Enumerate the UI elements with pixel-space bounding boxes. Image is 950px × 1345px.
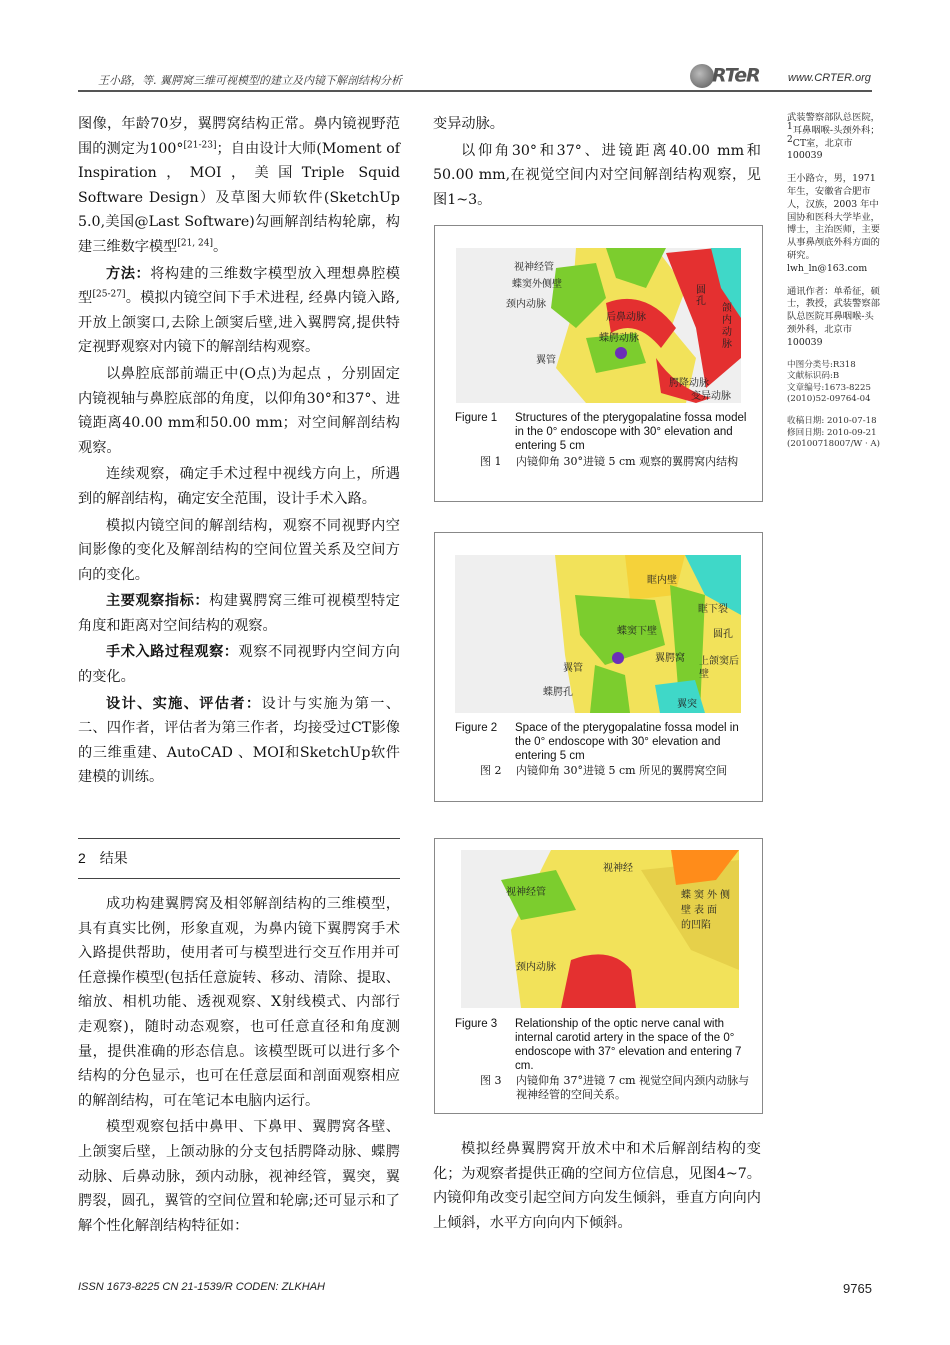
page-header <box>78 62 872 92</box>
paragraph-model-observation: 模型观察包括中鼻甲、下鼻甲、翼腭窝各壁、上颌窦后壁，上颌动脉的分支包括腭降动脉、蝶腭动脉、后鼻动脉，颈内动脉，视神经管，翼突，翼腭裂，圆孔，翼管的空间位置和轮廓;还可显示和了解个性化解剖结构特征如： <box>78 1119 400 1234</box>
figure-1: 视神经管 蝶窦外侧壁 颈内动脉 后鼻动脉 蝶腭动脉 翼管 圆孔 颌内动脉 腭降动脉 变异动脉 Figure 1 Structures of the pterygopalatine fossa model in the 0° endoscope with 30° elevation and entering 5 cm 图 1 内镜仰角 30°进镜 5 cm 观察的翼腭窝内结构 <box>434 225 763 502</box>
fig1-label-foramen-rotundum: 圆孔 <box>696 285 706 307</box>
figure-3-image <box>461 850 739 1008</box>
crter-logo: RTeR <box>690 64 760 88</box>
paragraph-variant-artery: 变异动脉。 <box>433 116 504 132</box>
fig3-label-optic-canal: 视神经管 <box>506 887 546 898</box>
fig1-label-sphenoid-lateral: 蝶窦外侧壁 <box>512 279 562 290</box>
page-number: 9765 <box>843 1281 872 1296</box>
fig1-label-pterygoid-canal: 翼管 <box>536 355 556 366</box>
fig1-label-maxillary-artery: 颌内动脉 <box>722 303 732 350</box>
fig2-label-sphenoid-floor: 蝶窦下壁 <box>617 626 657 637</box>
affiliation: 武装警察部队总医院，1耳鼻咽喉-头颈外科；2CT室，北京市 100039 <box>787 112 880 162</box>
fig3-label-depression: 的凹陷 <box>681 920 711 931</box>
column-right-bottom <box>433 1137 761 1237</box>
paragraph-intro: 图像，年龄70岁，翼腭窝结构正常。鼻内镜视野范围的测定为100°[21-23]；自由设计大师(Moment of Inspiration，MOI，美国Triple Squid Software Design）及草图大师软件(SketchUp 5.0,美国@Last Software)勾画解剖结构轮廓，构建三维数字模型[21, 24]。 <box>78 116 400 255</box>
figure-1-image <box>456 248 741 403</box>
paragraph-continuous: 连续观察，确定手术过程中视线方向上，所遇到的解剖结构，确定安全范围，设计手术入路。 <box>78 466 400 507</box>
fig2-label-maxillary-posterior: 上颌窦后壁 <box>699 656 739 680</box>
fig1-label-descending-palatine: 腭降动脉 <box>669 378 709 389</box>
paragraph-evaluators: 设计、实施、评估者：设计与实施为第一、二、四作者，评估者为第三作者，均接受过CT影像的三维重建、AutoCAD 、MOI和SketchUp软件建模的训练。 <box>78 695 400 786</box>
fig2-label-sphenopalatine-foramen: 蝶腭孔 <box>543 687 573 698</box>
classification: 中图分类号:R318 文献标识码:B 文章编号:1673-8225 (2010)52-09764-04 <box>787 359 871 405</box>
section-rule-top <box>78 838 400 839</box>
figure-2: 眶内壁 眶下裂 蝶窦下壁 圆孔 翼腭窝 翼管 上颌窦后壁 蝶腭孔 翼突 Figure 2 Space of the pterygopalatine fossa model in the 0° endoscope with 30° elevation and entering 5 cm 图 2 内镜仰角 30°进镜 5 cm 所见的翼腭窝空间 <box>434 532 763 802</box>
author-bio: 王小路☆，男，1971 年生，安徽省合肥市人，汉族，2003 年中国协和医科大学毕业，博士，主治医师，主要从事鼻颅底外科方面的研究。 lwh_ln@163.com <box>787 173 880 274</box>
dates: 收稿日期: 2010-07-18 修回日期: 2010-09-21 (20100718007/W · A) <box>787 415 880 450</box>
paragraph-angles: 以仰角30°和37°、进镜距离40.00 mm和50.00 mm,在视觉空间内对空间解剖结构观察，见图1~3。 <box>433 142 761 208</box>
section-heading: 2 结果 <box>78 850 128 866</box>
column-left <box>78 112 400 792</box>
paragraph-indicators: 主要观察指标：构建翼腭窝三维可视模型特定角度和距离对空间结构的观察。 <box>78 593 400 634</box>
paragraph-results: 成功构建翼腭窝及相邻解剖结构的三维模型，具有真实比例，形象直观，为鼻内镜下翼腭窝手术入路提供帮助，使用者可与模型进行交互作用并可任意操作模型(包括任意旋转、移动、清除、提取、缩放、相机功能、透视观察、X射线模式、内部行走观察)，随时动态观察，也可任意直径和角度测量，提供准确的形态信息。该模型既可以进行多个结构的分色显示，也可在任意层面和剖面观察相应的解剖结构，可在笔记本电脑内运行。 <box>78 896 400 1109</box>
fig1-label-optic-canal: 视神经管 <box>514 262 554 273</box>
author-email[interactable]: lwh_ln@163.com <box>787 262 868 274</box>
fig2-label-foramen-rotundum: 圆孔 <box>713 629 733 640</box>
fig3-label-sphenoid-lateral: 蝶窦外侧 <box>681 890 733 901</box>
fig2-label-pterygoid-process: 翼突 <box>677 699 697 710</box>
fig2-label-ppf: 翼腭窝 <box>655 653 685 664</box>
fig1-label-post-nasal: 后鼻动脉 <box>606 312 646 323</box>
running-title: 王小路，等. 翼腭窝三维可视模型的建立及内镜下解剖结构分析 <box>98 74 402 87</box>
fig3-label-optic-nerve: 视神经 <box>603 863 633 874</box>
fig3-label-carotid: 颈内动脉 <box>516 962 556 973</box>
paragraph-method: 方法：将构建的三维数字模型放入理想鼻腔模 型[25-27]。模拟内镜空间下手术进程, 经鼻内镜入路,开放上颌窦口,去除上颌窦后壁,进入翼腭窝,提供特定视野观察对内镜下的解剖结构观察。 <box>78 265 400 356</box>
fig2-label-pterygoid-canal: 翼管 <box>563 663 583 674</box>
corresponding-author: 通讯作者：单希征，硕士，教授，武装警察部队总医院耳鼻咽喉-头颈外科，北京市 100039 <box>787 285 880 348</box>
header-rule <box>78 90 872 92</box>
figure-2-image <box>455 555 741 713</box>
paragraph-approach: 手术入路过程观察：观察不同视野内空间方向的变化。 <box>78 644 400 686</box>
paragraph-transnasal: 模拟经鼻翼腭窝开放术中和术后解剖结构的变化；为观察者提供正确的空间方位信息，见图4~7。内镜仰角改变引起空间方向发生倾斜，垂直方向向内上倾斜，水平方向向内下倾斜。 <box>433 1141 761 1231</box>
logo-circle-icon <box>690 64 714 88</box>
section-rule-bottom <box>78 878 400 879</box>
paragraph-simulation: 模拟内镜空间的解剖结构，观察不同视野内空间影像的变化及解剖结构的空间位置关系及空间方向的变化。 <box>78 517 400 583</box>
fig2-label-orbit-wall: 眶内壁 <box>647 575 677 586</box>
paragraph-start-point: 以鼻腔底部前端正中(O点)为起点 ，分别固定内镜视轴与鼻腔底部的角度，以仰角30°和37°、进镜距离40.00 mm和50.00 mm；对空间解剖结构观察。 <box>78 365 400 456</box>
footer-issn: ISSN 1673-8225 CN 21-1539/R CODEN: ZLKHAH <box>78 1281 325 1293</box>
sidebar-metadata <box>787 112 881 461</box>
fig1-label-carotid: 颈内动脉 <box>506 299 546 310</box>
fig2-label-inf-orbital-fissure: 眶下裂 <box>698 604 728 615</box>
journal-url[interactable]: www.CRTER.org <box>788 72 871 84</box>
fig3-label-wall-surface: 壁表面 <box>681 905 720 916</box>
figure-3: 视神经 视神经管 蝶窦外侧 壁表面 的凹陷 颈内动脉 Figure 3 Relationship of the optic nerve canal with internal carotid artery in the space of the 0° endoscope with 37° elevation and entering 7 cm. 图 3 内镜仰角 37°进镜 7 cm 视觉空间内颈内动脉与视神经管的空间关系。 <box>434 838 763 1114</box>
fig1-label-sphenopalatine: 蝶腭动脉 <box>599 333 639 344</box>
column-left-results <box>78 892 400 1240</box>
column-right <box>433 112 761 214</box>
fig1-label-variant-artery: 变异动脉 <box>691 391 731 402</box>
